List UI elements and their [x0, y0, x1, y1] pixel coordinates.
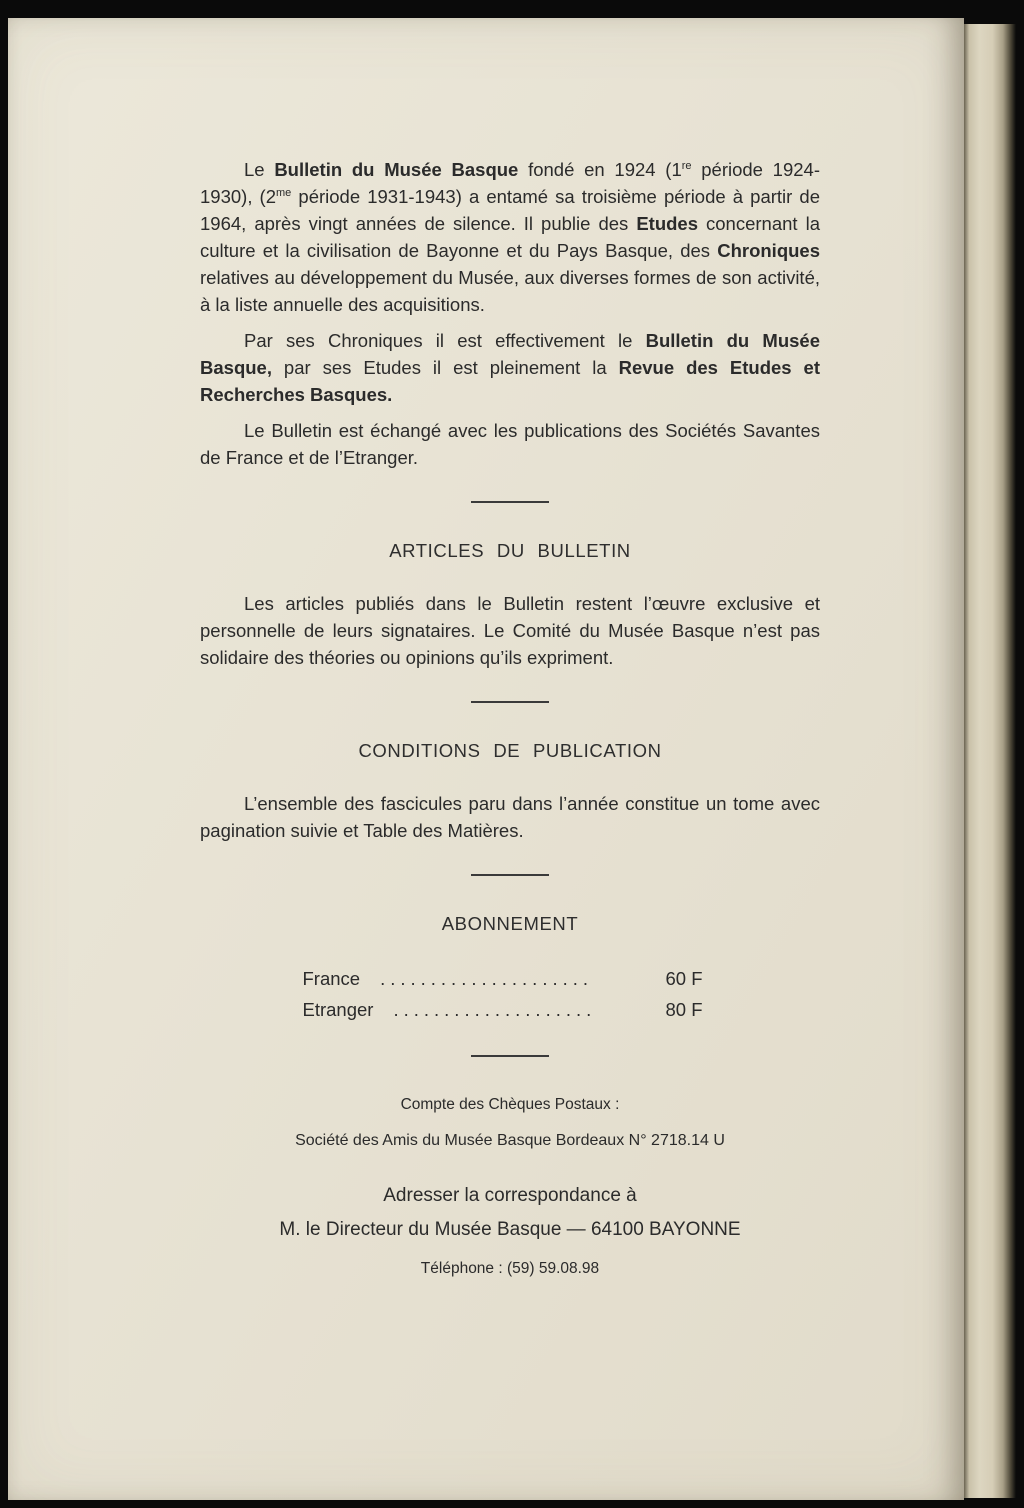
- price-label: France: [302, 968, 361, 989]
- text-run: fondé en 1924 (1: [518, 159, 682, 180]
- text-run: Par ses Chroniques il est effectivement le: [244, 330, 646, 351]
- document-page: [8, 18, 964, 1500]
- superscript-ordinal: re: [681, 159, 692, 172]
- price-row-etranger: [303, 994, 718, 1025]
- section-divider: [471, 874, 549, 876]
- intro-paragraph-2: [200, 327, 820, 408]
- correspondence-block: [200, 1182, 820, 1243]
- next-page-edge: [964, 24, 1016, 1498]
- page-footer: [200, 1091, 820, 1282]
- text-run: par ses Etudes il est pleinement la: [271, 357, 619, 378]
- articles-section-title: ARTICLES DU BULLETIN: [389, 540, 631, 561]
- section-divider: [471, 1055, 549, 1057]
- text-run: concernant la culture et la civilisation de Bayonne et du Pays Basque, des: [200, 213, 820, 261]
- price-value: 60 F: [665, 968, 703, 989]
- price-row-france: [303, 963, 718, 994]
- price-label: Etranger: [302, 999, 374, 1020]
- articles-section-body: Les articles publiés dans le Bulletin restent l’œuvre exclusive et personnelle de leurs signataires. Le Comité du Musée Basque n’est pas solidaire des théories ou opinions qu’ils expriment.: [200, 593, 820, 668]
- correspondence-intro: Adresser la correspondance à: [383, 1185, 637, 1206]
- telephone-line: Téléphone : (59) 59.08.98: [420, 1260, 600, 1277]
- bold-run: Bulletin du Musée Basque: [274, 159, 519, 180]
- postal-account-block: [200, 1091, 820, 1154]
- postal-account-heading: Compte des Chèques Postaux :: [400, 1096, 620, 1113]
- price-value: 80 F: [665, 999, 703, 1020]
- dot-leader: ....................: [393, 999, 597, 1020]
- abonnement-section-title: ABONNEMENT: [441, 913, 579, 934]
- page-content: [200, 156, 820, 1282]
- bold-run: Etudes: [636, 213, 698, 234]
- intro-paragraph-3: Le Bulletin est échangé avec les publications des Sociétés Savantes de France et de l’Etranger.: [200, 420, 820, 468]
- text-run: période 1924-1930), (2: [200, 159, 821, 207]
- postal-account-detail: Société des Amis du Musée Basque Bordeaux N° 2718.14 U: [295, 1132, 725, 1149]
- bold-run: Bulletin du Musée Basque,: [200, 330, 820, 378]
- text-run: Le: [244, 159, 275, 180]
- superscript-ordinal: me: [276, 186, 292, 199]
- section-divider: [471, 701, 549, 703]
- conditions-section-title: CONDITIONS DE PUBLICATION: [358, 740, 662, 761]
- intro-paragraph-1: [200, 156, 820, 318]
- section-divider: [471, 501, 549, 503]
- correspondence-address: M. le Directeur du Musée Basque — 64100 BAYONNE: [279, 1219, 741, 1240]
- conditions-section-body: L’ensemble des fascicules paru dans l’année constitue un tome avec pagination suivie et Table des Matières.: [200, 793, 820, 841]
- text-run: relatives au développement du Musée, aux diverses formes de son activité, à la liste annuelle des acquisitions.: [200, 267, 820, 315]
- text-run: période 1931-1943) a entamé sa troisième période à partir de 1964, après vingt années de silence. Il publie des: [200, 186, 820, 234]
- dot-leader: .....................: [380, 968, 594, 989]
- bold-run: Chroniques: [717, 240, 820, 261]
- bold-run: Revue des Etudes et Recherches Basques.: [200, 357, 821, 405]
- subscription-price-table: [303, 963, 718, 1025]
